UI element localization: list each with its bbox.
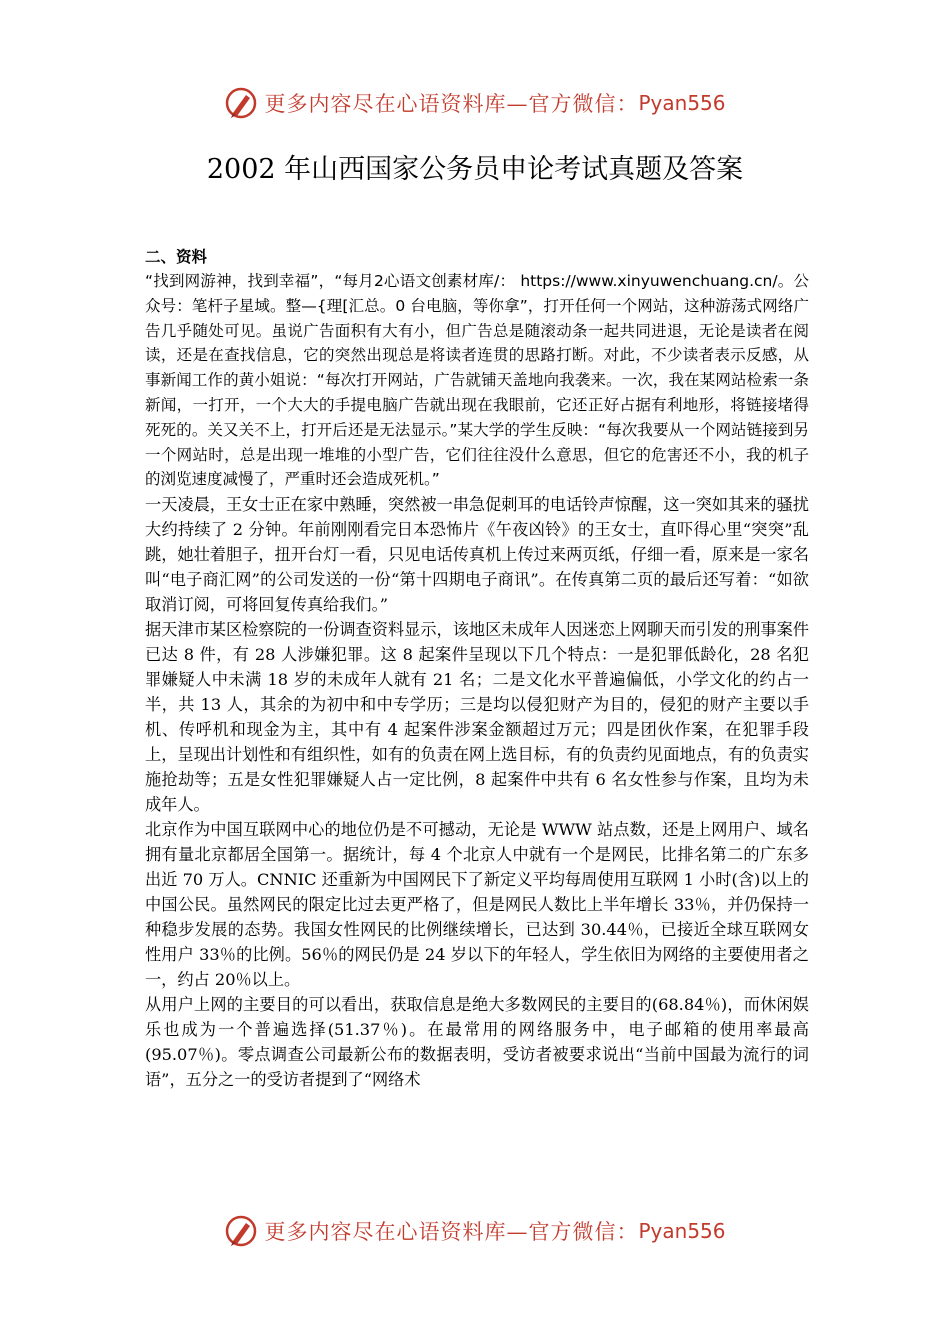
banner-wechat-id: Pyan556	[638, 1219, 726, 1243]
paragraph-4: 北京作为中国互联网中心的地位仍是不可撼动，无论是 WWW 站点数，还是上网用户、域名拥有量北京都居全国第一。据统计，每 4 个北京人中就有一个是网民，比排名第二的广东多出近 70 万人。CNNIC 还重新为中国网民下了新定义平均每周使用互联网 1 小时(含)以上的中国公民。虽然网民的限定比过去更严格了，但是网民人数比上半年增长 33％，并仍保持一种稳步发展的态势。我国女性网民的比例继续增长，已达到 30.44％，已接近全球互联网女性用户 33％的比例。56％的网民仍是 24 岁以下的年轻人，学生依旧为网络的主要使用者之一，约占 20％以上。	[145, 820, 809, 990]
pen-logo-icon	[224, 1214, 258, 1248]
pen-logo-icon	[224, 86, 258, 120]
banner-text: 更多内容尽在心语资料库—官方微信：	[264, 1220, 639, 1244]
header-banner	[0, 80, 950, 126]
footer-banner	[0, 1208, 950, 1254]
banner-text: 更多内容尽在心语资料库—官方微信：	[264, 92, 639, 116]
banner-wechat-id: Pyan556	[638, 91, 726, 115]
paragraph-1: “找到网游神，找到幸福”，“每月2心语文创素材库/： https://www.xinyuwenchuang.cn/。公众号：笔杆子星域。整—{理[汇总。0 台电脑，等你拿”，打开任何一个网站，这种游荡式网络广告几乎随处可见。虽说广告面积有大有小，但广告总是随滚动条一起共同进退，无论是读者在阅读，还是在查找信息，它的突然出现总是将读者连贯的思路打断。对此，不少读者表示反感，从事新闻工作的黄小姐说：“每次打开网站，广告就铺天盖地向我袭来。一次，我在某网站检索一条新闻，一打开，一个大大的手提电脑广告就出现在我眼前，它还正好占据有利地形，将链接堵得死死的。关又关不上，打开后还是无法显示。”某大学的学生反映：“每次我要从一个网站链接到另一个网站时，总是出现一堆堆的小型广告，它们往往没什么意思，但它的危害还不小，我的机子的浏览速度减慢了，严重时还会造成死机。”	[145, 272, 809, 489]
paragraph-3: 据天津市某区检察院的一份调查资料显示，该地区未成年人因迷恋上网聊天而引发的刑事案件已达 8 件，有 28 人涉嫌犯罪。这 8 起案件呈现以下几个特点：一是犯罪低龄化，28 名犯罪嫌疑人中未满 18 岁的未成年人就有 21 名；二是文化水平普遍偏低，小学文化的约占一半，共 13 人，其余的为初中和中专学历；三是均以侵犯财产为目的，侵犯的财产主要以手机、传呼机和现金为主，其中有 4 起案件涉案金额超过万元；四是团伙作案，在犯罪手段上，呈现出计划性和有组织性，如有的负责在网上选目标，有的负责约见面地点，有的负责实施抢劫等；五是女性犯罪嫌疑人占一定比例，8 起案件中共有 6 名女性参与作案，且均为未成年人。	[145, 620, 809, 815]
document-body	[145, 245, 809, 1092]
paragraph-5: 从用户上网的主要目的可以看出，获取信息是绝大多数网民的主要目的(68.84％)，而休闲娱乐也成为一个普遍选择(51.37％)。在最常用的网络服务中，电子邮箱的使用率最高(95.07％)。零点调查公司最新公布的数据表明，受访者被要求说出“当前中国最为流行的词语”，五分之一的受访者提到了“网络术	[145, 995, 809, 1090]
paragraph-2: 一天凌晨，王女士正在家中熟睡，突然被一串急促刺耳的电话铃声惊醒，这一突如其来的骚扰大约持续了 2 分钟。年前刚刚看完日本恐怖片《午夜凶铃》的王女士，直吓得心里“突突”乱跳，她壮着胆子，扭开台灯一看，只见电话传真机上传过来两页纸，仔细一看，原来是一家名叫“电子商汇网”的公司发送的一份“第十四期电子商讯”。在传真第二页的最后还写着：“如欲取消订阅，可将回复传真给我们。”	[145, 495, 809, 615]
section-heading: 二、资料	[145, 248, 208, 266]
page-title: 2002 年山西国家公务员申论考试真题及答案	[206, 154, 744, 185]
